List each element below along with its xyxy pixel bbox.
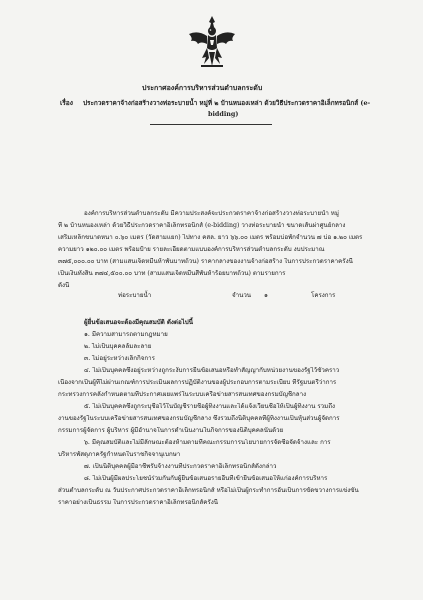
paragraph-line: เป็นเงินทั้งสิ้น ๓๗๔,๕๐๐.๐๐ บาท (สามแสนเจ็ดหมื่นสี่พันห้าร้อยบาทถ้วน) ตามรายการ — [58, 270, 286, 277]
table-qty: ๑ — [264, 292, 268, 299]
paragraph-line: องค์การบริหารส่วนตำบลกระดับ มีความประสงค์จะประกวดราคาจ้างก่อสร้างวางท่อระบายน้ำ หมู่ — [84, 210, 339, 217]
qualification-intro: ผู้ยื่นข้อเสนอจะต้องมีคุณสมบัติ ดังต่อไปนี้ — [84, 319, 193, 326]
garuda-emblem-icon — [186, 14, 238, 72]
document-title: ประกาศองค์การบริหารส่วนตำบลกระดับ — [142, 83, 263, 92]
list-item: ราคาอย่างเป็นธรรม ในการประกวดราคาอิเล็กทรอนิกส์ครั้งนี้ — [58, 499, 218, 506]
list-item: ๑. มีความสามารถตามกฎหมาย — [84, 331, 168, 338]
list-item: บริหารพัสดุภาครัฐกำหนดในราชกิจจานุเบกษา — [58, 451, 181, 458]
subject-line-1: ประกวดราคาจ้างก่อสร้างวางท่อระบายน้ำ หมู่ที่ ๒ บ้านหนองเหล่า ด้วยวิธีประกวดราคาอิเล็กทรอนิกส์ (e- — [83, 99, 371, 107]
title-divider — [150, 124, 272, 125]
list-item: ๒. ไม่เป็นบุคคลล้มละลาย — [84, 343, 152, 350]
paragraph-line: ที่ ๒ บ้านหนองเหล่า ด้วยวิธีประกวดราคาอิเล็กทรอนิกส์ (e-bidding) วางท่อระบายน้ำ ขนาดเส้นผ่าศูนย์กลาง — [58, 222, 346, 229]
list-item: ๕. ไม่เป็นบุคคลซึ่งถูกระบุชื่อไว้ในบัญชีรายชื่อผู้ทิ้งงานและได้แจ้งเวียนชื่อให้เป็นผู้ทิ้งงาน รวมถึง — [84, 403, 335, 410]
paragraph-line: ดังนี้ — [58, 282, 70, 289]
paragraph-line: ความยาว ๑๒๐.๐๐ เมตร พร้อมป้าย รายละเอียดตามแบบองค์การบริหารส่วนตำบลกระดับ งบประมาณ — [58, 246, 325, 253]
list-item: ๓. ไม่อยู่ระหว่างเลิกกิจการ — [84, 355, 155, 362]
list-item: ส่วนตำบลกระดับ ณ วันประกาศประกวดราคาอิเล็กทรอนิกส์ หรือไม่เป็นผู้กระทำการอันเป็นการขัดขวางการแข่งขัน — [58, 487, 359, 494]
list-item: ๖. มีคุณสมบัติและไม่มีลักษณะต้องห้ามตามที่คณะกรรมการนโยบายการจัดซื้อจัดจ้างและ การ — [84, 439, 331, 446]
list-item: ๗. เป็นนิติบุคคลผู้มีอาชีพรับจ้างงานที่ประกวดราคาอิเล็กทรอนิกส์ดังกล่าว — [84, 463, 277, 470]
list-item: เนื่องจากเป็นผู้ที่ไม่ผ่านเกณฑ์การประเมินผลการปฏิบัติงานของผู้ประกอบการตามระเบียบ ที่รัฐมนตรีว่าการ — [58, 379, 337, 386]
table-item: ท่อระบายน้ำ — [118, 292, 152, 299]
subject-line-2: bidding) — [208, 110, 239, 118]
paragraph-line: ๓๗๕,๐๐๐.๐๐ บาท (สามแสนเจ็ดหมื่นห้าพันบาทถ้วน) ราคากลางของงานจ้างก่อสร้าง ในการประกวดราคาครั้งนี้ — [58, 258, 353, 265]
list-item: งานของรัฐในระบบเครือข่ายสารสนเทศของกรมบัญชีกลาง ซึ่งรวมถึงนิติบุคคลที่ผู้ทิ้งงานเป็นหุ้นส่วนผู้จัดการ — [58, 415, 340, 422]
paragraph-line: เสริมเหล็กขนาดหนา ๐.๖๐ เมตร (วัดสามแยก) ไปทาง คสล. ยาว ๖๖.๐๐ เมตร พร้อมบ่อพักจำนวน ๗ บ่อ ๑.๒๐ เมตร — [58, 234, 363, 241]
list-item: ๔. ไม่เป็นบุคคลซึ่งอยู่ระหว่างถูกระงับการยื่นข้อเสนอหรือทำสัญญากับหน่วยงานของรัฐไว้ชั่วคราว — [84, 367, 340, 374]
table-qty-label: จำนวน — [232, 292, 252, 299]
list-item: กรรมการผู้จัดการ ผู้บริหาร ผู้มีอำนาจในการดำเนินงานในกิจการของนิติบุคคลนั้นด้วย — [58, 427, 284, 434]
table-unit: โครงการ — [311, 292, 336, 299]
list-item: ๘. ไม่เป็นผู้มีผลประโยชน์ร่วมกันกับผู้ยื่นข้อเสนอรายอื่นที่เข้ายื่นข้อเสนอให้แก่องค์การบริหาร — [84, 475, 328, 482]
subject-label: เรื่อง — [60, 99, 73, 107]
list-item: กระทรวงการคลังกำหนดตามที่ประกาศเผยแพร่ในระบบเครือข่ายสารสนเทศของกรมบัญชีกลาง — [58, 391, 307, 398]
